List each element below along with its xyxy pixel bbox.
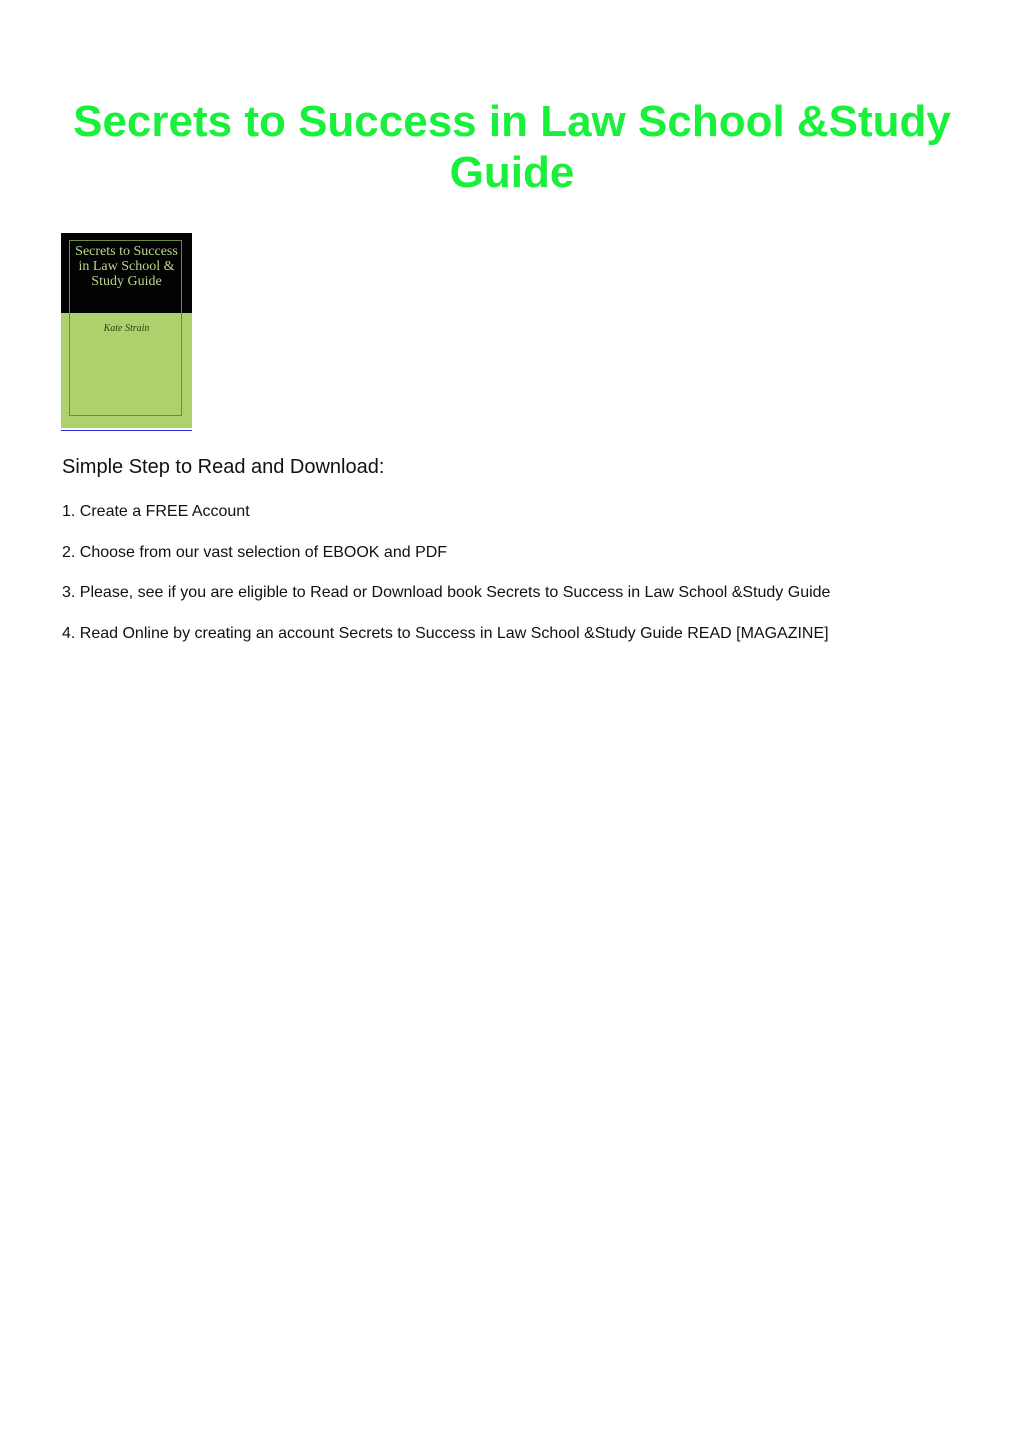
book-cover-image: [61, 233, 192, 428]
cover-author: Kate Strain: [103, 323, 150, 334]
steps-list: [62, 503, 830, 665]
step-item-4: 4. Read Online by creating an account Secrets to Success in Law School &Study Guide READ [MAGAZINE]: [62, 624, 829, 642]
step-item-1: 1. Create a FREE Account: [62, 503, 250, 520]
steps-heading: Simple Step to Read and Download:: [62, 456, 385, 478]
step-item-3: 3. Please, see if you are eligible to Read or Download book Secrets to Success in Law School &Study Guide: [62, 584, 831, 601]
book-cover-link[interactable]: [61, 233, 192, 431]
page-title: Secrets to Success in Law School &Study Guide: [73, 97, 951, 197]
cover-title: Secrets to Success in Law School & Study Guide: [75, 244, 178, 289]
step-item-2: 2. Choose from our vast selection of EBOOK and PDF: [62, 543, 448, 561]
